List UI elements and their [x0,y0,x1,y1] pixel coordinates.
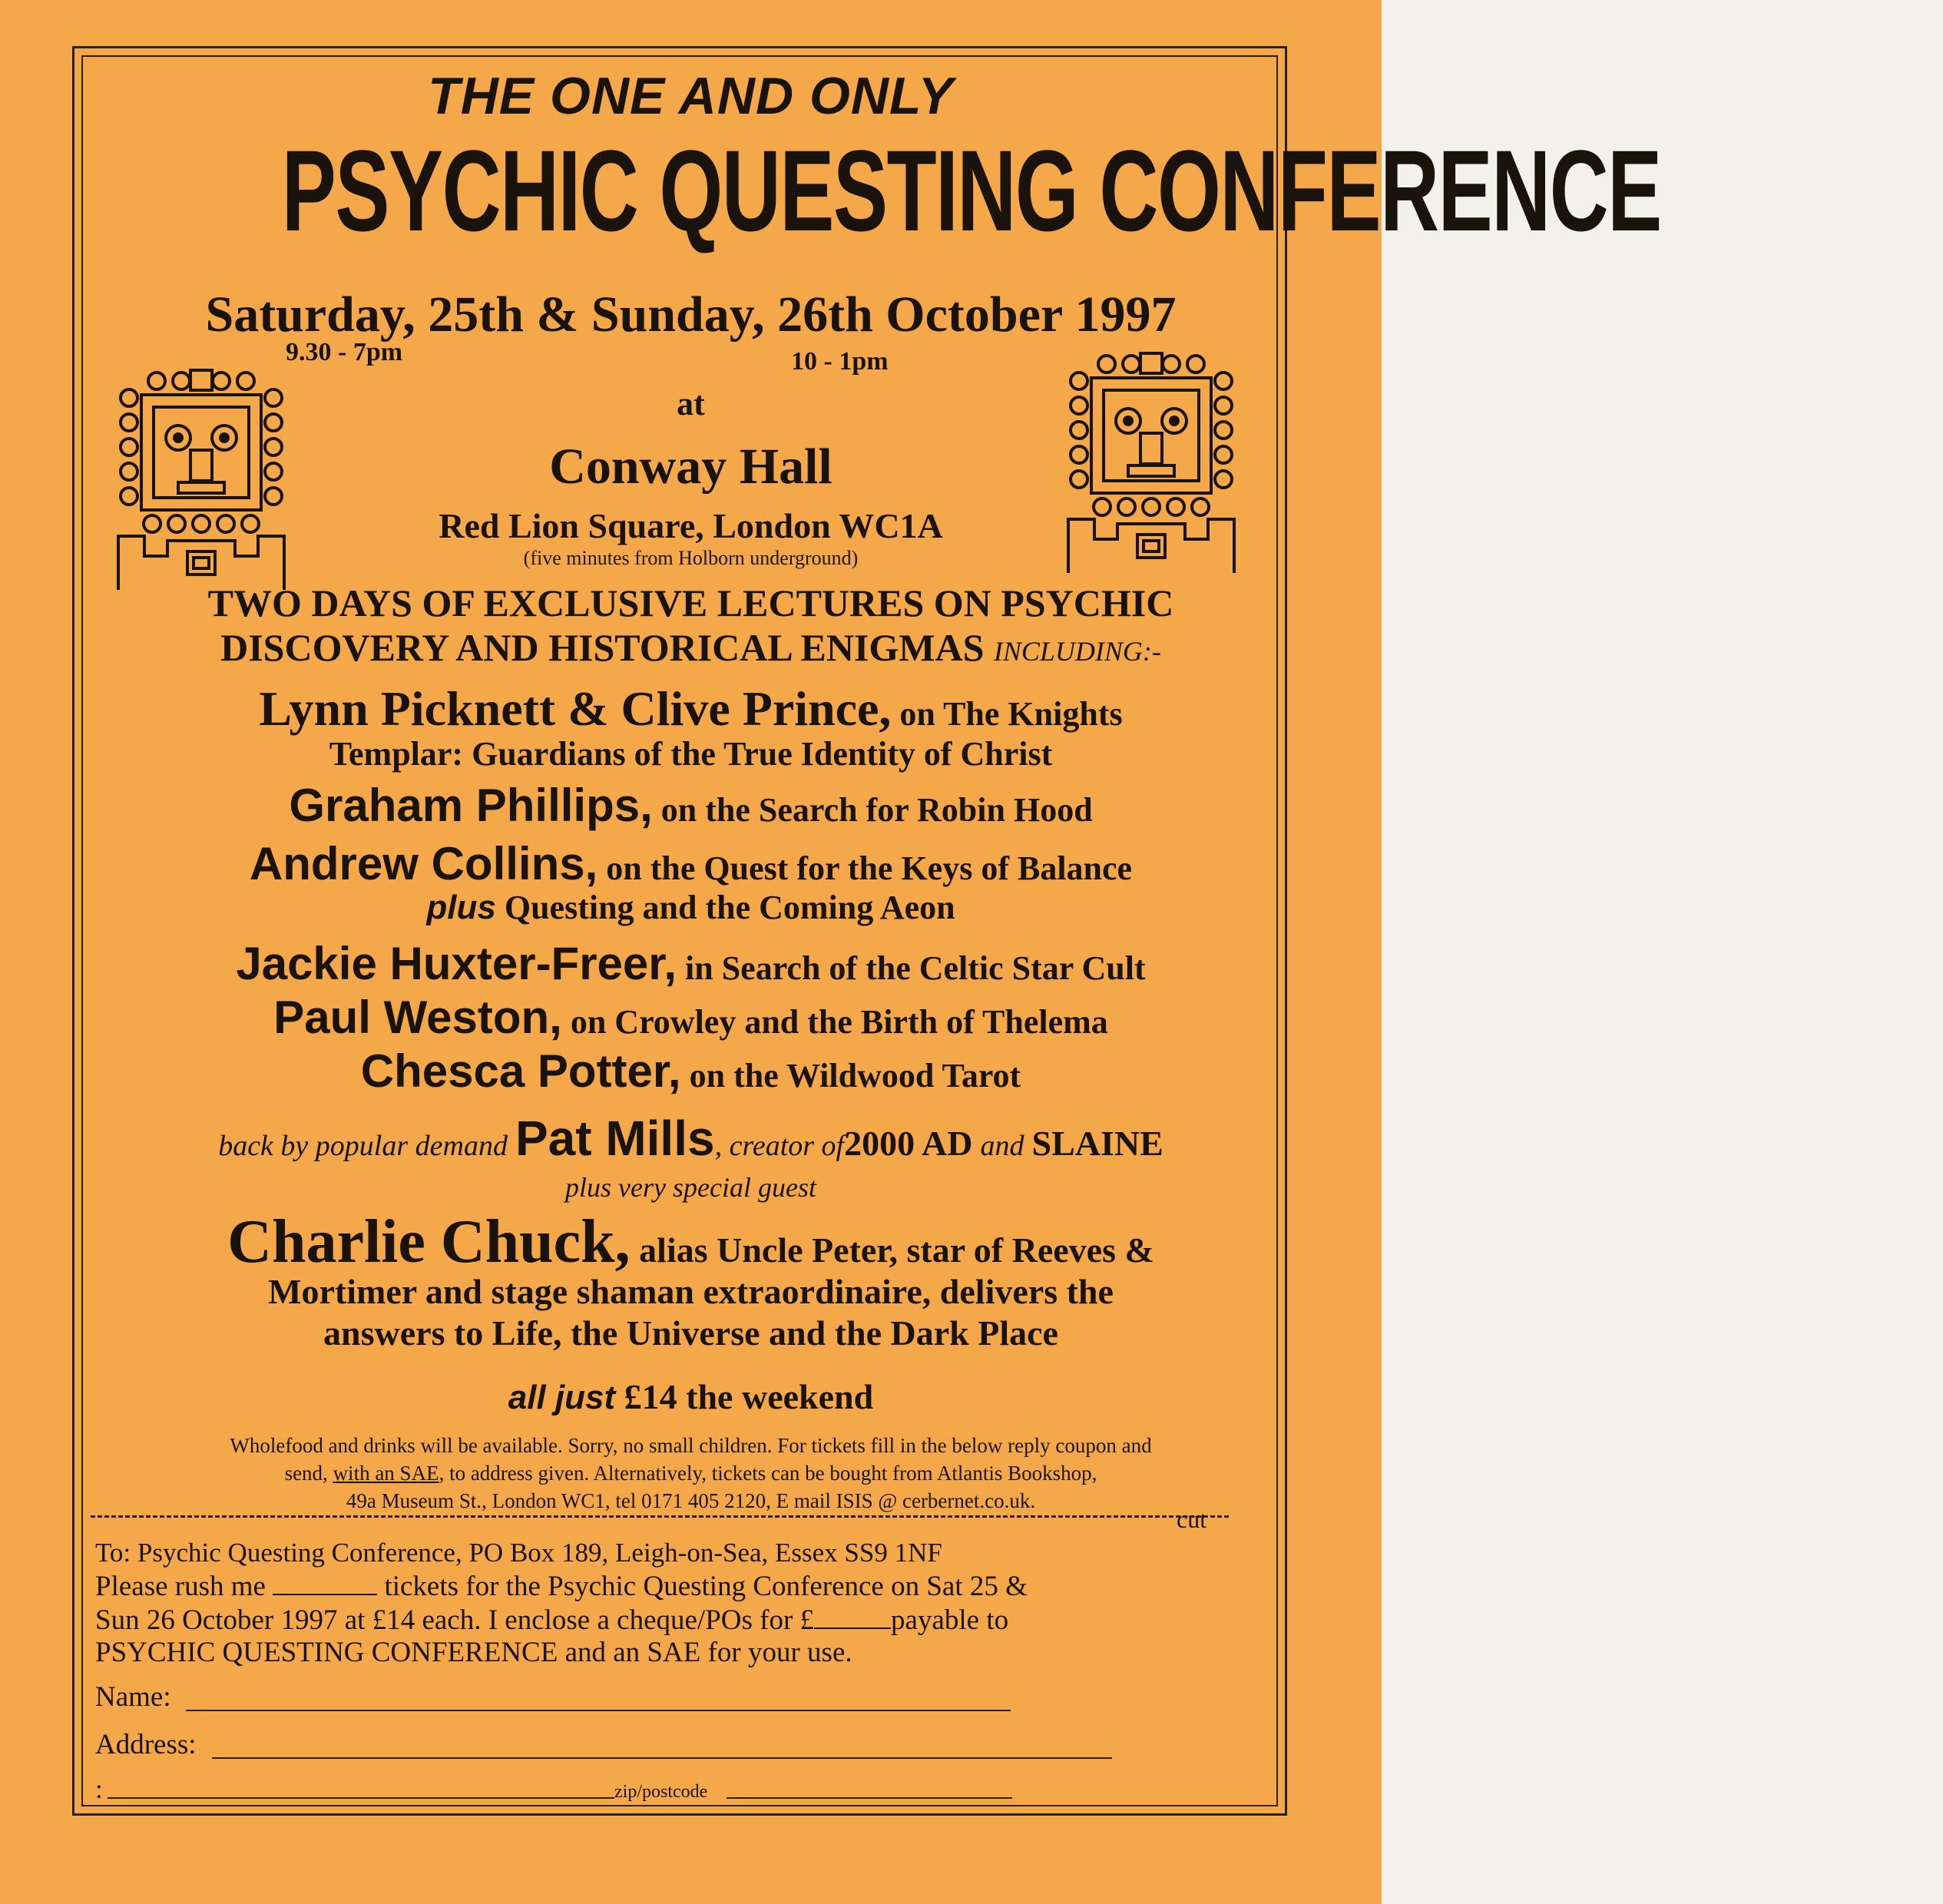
headline-line-1: TWO DAYS OF EXCLUSIVE LECTURES ON PSYCHIC [207,581,1174,624]
speaker-line [0,937,1382,990]
speaker-topic: on the Wildwood Tarot [689,1057,1021,1094]
ticket-quantity-field[interactable] [273,1594,377,1595]
name-field[interactable] [186,1710,1011,1711]
small-print-rest: , to address given. Alternatively, tickets can be bought from Atlantis Bookshop, [439,1462,1097,1485]
speaker-line [0,991,1382,1044]
including-label: INCLUDING:- [993,636,1161,667]
speaker-topic: in Search of the Celtic Star Cult [685,949,1146,987]
speaker-name: Lynn Picknett & Clive Prince, [259,681,892,736]
price-amount: £14 the weekend [624,1377,874,1416]
event-dates: Saturday, 25th & Sunday, 26th October 1997 [205,286,1177,343]
zip-field[interactable] [727,1797,1012,1799]
pat-mills-line [0,1110,1382,1167]
special-guest-label: plus very special guest [565,1172,816,1203]
speaker-topic: on The Knights [899,695,1123,733]
speaker-line [0,1045,1382,1098]
aztec-mask-icon [114,367,289,590]
charlie-block [0,1208,1382,1354]
small-print-send: send, [284,1462,328,1485]
speaker-topic: on Crowley and the Birth of Thelema [570,1003,1108,1041]
coupon-address: To: Psychic Questing Conference, PO Box 189, Leigh-on-Sea, Essex SS9 1NF [95,1538,942,1568]
small-print-line-1: Wholefood and drinks will be available. Sorry, no small children. For tickets fill in the below reply coupon and [230,1434,1152,1457]
speaker-name: Paul Weston, [273,992,562,1043]
plus-label: plus [426,889,496,926]
venue-name: Conway Hall [549,439,832,495]
address-line-2-field[interactable] [108,1797,614,1799]
pat-and: and [980,1130,1024,1162]
address-label: Address: [95,1729,197,1760]
small-print-sae: with an SAE [333,1462,439,1485]
headline-line-2 [0,625,1382,674]
speaker-topic-cont: Templar: Guardians of the True Identity of Christ [329,735,1053,773]
venue-directions: (five minutes from Holborn underground) [523,547,859,569]
name-label: Name: [95,1681,171,1713]
speaker-name: Graham Phillips, [289,780,653,831]
coupon-rush-post: tickets for the Psychic Questing Conference on Sat 25 & [384,1571,1028,1602]
speaker-line [0,779,1382,832]
headline-line-2-text: DISCOVERY AND HISTORICAL ENIGMAS [220,626,985,669]
title-wrapper [0,124,1661,257]
at-text: at [677,385,705,422]
postcode-colon: : [95,1774,103,1804]
speaker-name: Jackie Huxter-Freer, [236,938,677,989]
coupon-payment-pre: Sun 26 October 1997 at £14 each. I enclose a cheque/POs for £ [95,1604,815,1636]
cut-label: cut [1177,1505,1207,1533]
speaker-topic: on the Quest for the Keys of Balance [606,849,1133,887]
charlie-name: Charlie Chuck, [227,1208,631,1276]
pat-work-1: 2000 AD [844,1124,973,1163]
price-line [0,1376,1382,1417]
speaker-topic: Questing and the Coming Aeon [504,889,955,926]
pat-name: Pat Mills [515,1111,715,1166]
address-field[interactable] [212,1757,1112,1759]
cut-line [91,1515,1229,1518]
charlie-desc-1: alias Uncle Peter, star of Reeves & [639,1230,1154,1270]
kicker-text: THE ONE AND ONLY [428,67,954,125]
page-title: PSYCHIC QUESTING CONFERENCE [281,126,1661,255]
small-print-line-2 [0,1459,1382,1487]
aztec-mask-icon [1064,350,1239,573]
charlie-line-1 [0,1208,1382,1276]
payment-amount-field[interactable] [814,1628,891,1629]
speaker-line [0,680,1382,737]
speaker-name: Chesca Potter, [360,1045,681,1097]
coupon-payment-line [95,1604,1008,1637]
speaker-name: Andrew Collins, [249,838,598,889]
saturday-time: 9.30 - 7pm [286,338,403,366]
coupon-rush-pre: Please rush me [95,1571,266,1602]
speaker-line [0,837,1382,890]
pat-creator: , creator of [714,1130,845,1162]
speaker-topic: on the Search for Robin Hood [660,791,1093,829]
price-emphasis: all just [508,1379,616,1416]
small-print [0,1432,1382,1515]
charlie-desc-3: answers to Life, the Universe and the Dark Place [323,1313,1058,1353]
zip-label: zip/postcode [614,1782,708,1802]
coupon-payee-line: PSYCHIC QUESTING CONFERENCE and an SAE for your use. [95,1637,852,1668]
lecture-headline [0,581,1382,674]
coupon-payment-post: payable to [891,1604,1009,1636]
sunday-time: 10 - 1pm [791,347,889,376]
small-print-line-3: 49a Museum St., London WC1, tel 0171 405 2120, E mail ISIS @ cerbernet.co.uk. [346,1489,1036,1512]
speaker-topic-cont [0,888,1382,927]
pat-intro: back by popular demand [218,1130,508,1162]
pat-work-2: SLAINE [1031,1124,1163,1163]
charlie-desc-2: Mortimer and stage shaman extraordinaire, delivers the [268,1272,1114,1311]
coupon-rush-line [95,1570,1028,1603]
venue-address: Red Lion Square, London WC1A [439,506,943,545]
